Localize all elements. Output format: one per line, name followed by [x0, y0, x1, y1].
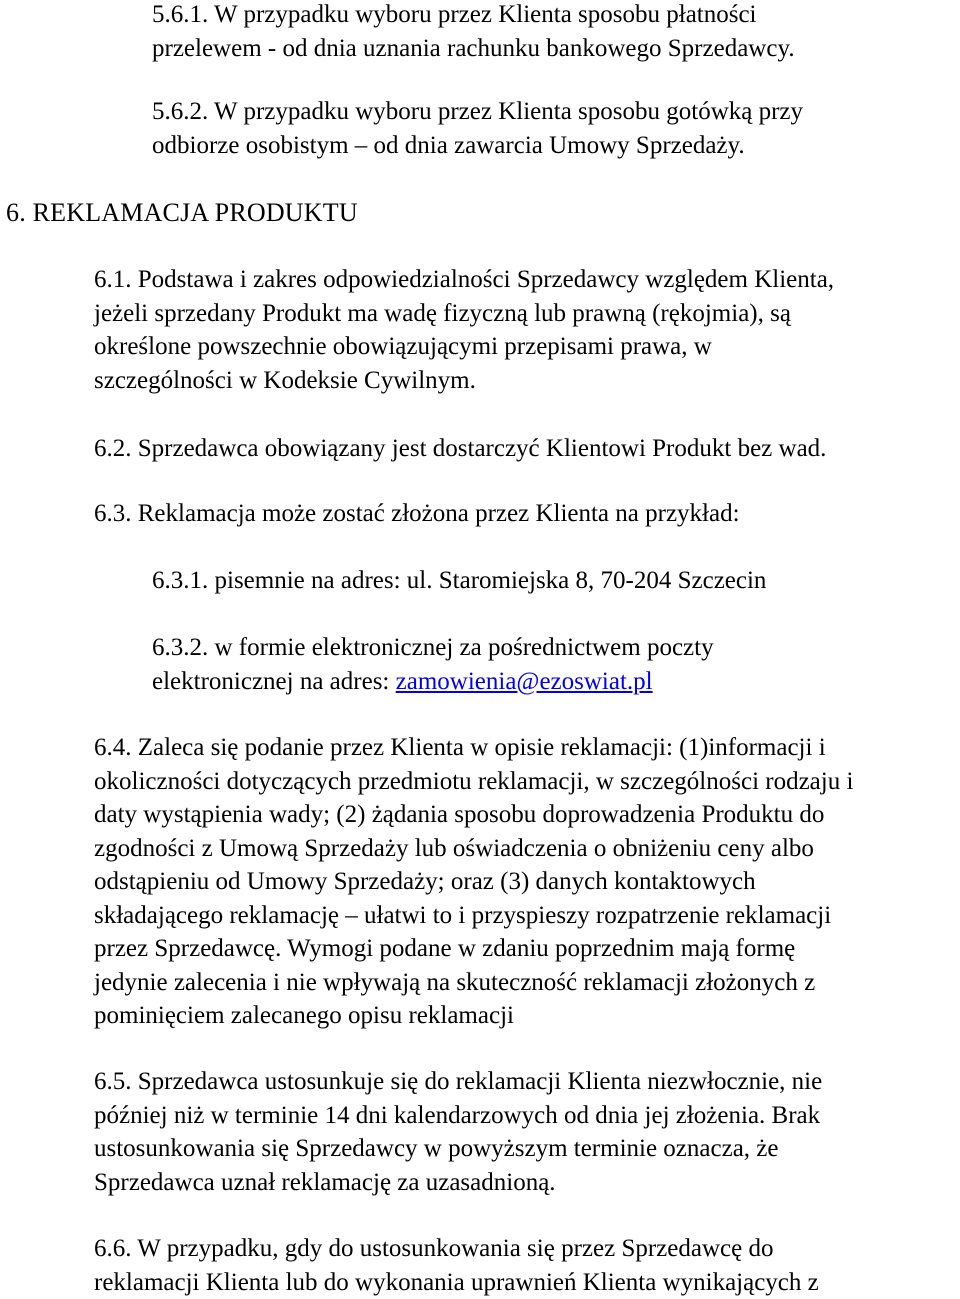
paragraph-6-4 — [94, 731, 853, 1033]
section-heading: 6. REKLAMACJA PRODUKTU — [6, 196, 358, 230]
paragraph-6-5 — [94, 1065, 822, 1199]
paragraph-line: jedynie zalecenia i nie wpływają na skuteczność reklamacji złożonych z — [94, 966, 853, 1000]
paragraph-line: odstąpieniu od Umowy Sprzedaży; oraz (3) danych kontaktowych — [94, 865, 853, 899]
paragraph-line: ustosunkowania się Sprzedawcy w powyższym terminie oznacza, że — [94, 1132, 822, 1166]
paragraph-6-6 — [94, 1232, 819, 1299]
paragraph-line: odbiorze osobistym – od dnia zawarcia Umowy Sprzedaży. — [152, 129, 803, 163]
paragraph-line: 6.3.2. w formie elektronicznej za pośrednictwem poczty — [152, 631, 714, 665]
paragraph-line: przez Sprzedawcę. Wymogi podane w zdaniu poprzednim mają formę — [94, 932, 853, 966]
paragraph-line: Sprzedawca uznał reklamację za uzasadnioną. — [94, 1166, 822, 1200]
paragraph-6-1 — [94, 263, 834, 397]
paragraph-line — [152, 665, 714, 699]
paragraph-line: okoliczności dotyczących przedmiotu reklamacji, w szczególności rodzaju i — [94, 765, 853, 799]
paragraph-line: składającego reklamację – ułatwi to i przyspieszy rozpatrzenie reklamacji — [94, 899, 853, 933]
paragraph-6-3 — [94, 497, 740, 531]
paragraph-line: 6.5. Sprzedawca ustosunkuje się do reklamacji Klienta niezwłocznie, nie — [94, 1065, 822, 1099]
paragraph-line: 6.4. Zaleca się podanie przez Klienta w opisie reklamacji: (1)informacji i — [94, 731, 853, 765]
paragraph-6-3-2 — [152, 631, 714, 698]
email-prefix: elektronicznej na adres: — [152, 668, 396, 695]
paragraph-5-6-2 — [152, 95, 803, 162]
paragraph-line: szczególności w Kodeksie Cywilnym. — [94, 364, 834, 398]
paragraph-line: daty wystąpienia wady; (2) żądania sposobu doprowadzenia Produktu do — [94, 798, 853, 832]
email-link[interactable]: zamowienia@ezoswiat.pl — [396, 668, 653, 695]
paragraph-5-6-1 — [152, 0, 795, 65]
paragraph-line: reklamacji Klienta lub do wykonania uprawnień Klienta wynikających z — [94, 1266, 819, 1299]
paragraph-line: określone powszechnie obowiązującymi przepisami prawa, w — [94, 330, 834, 364]
paragraph-line: później niż w terminie 14 dni kalendarzowych od dnia jej złożenia. Brak — [94, 1099, 822, 1133]
paragraph-line: 6.2. Sprzedawca obowiązany jest dostarczyć Klientowi Produkt bez wad. — [94, 432, 826, 466]
paragraph-line: 6.3. Reklamacja może zostać złożona przez Klienta na przykład: — [94, 497, 740, 531]
paragraph-line: 6.6. W przypadku, gdy do ustosunkowania się przez Sprzedawcę do — [94, 1232, 819, 1266]
paragraph-6-3-1 — [152, 564, 766, 598]
paragraph-6-2 — [94, 432, 826, 466]
paragraph-line: 6.1. Podstawa i zakres odpowiedzialności Sprzedawcy względem Klienta, — [94, 263, 834, 297]
paragraph-line: 5.6.1. W przypadku wyboru przez Klienta sposobu płatności — [152, 0, 795, 32]
paragraph-line: pominięciem zalecanego opisu reklamacji — [94, 999, 853, 1033]
paragraph-line: zgodności z Umową Sprzedaży lub oświadczenia o obniżeniu ceny albo — [94, 832, 853, 866]
paragraph-line: 6.3.1. pisemnie na adres: ul. Staromiejska 8, 70-204 Szczecin — [152, 564, 766, 598]
paragraph-line: jeżeli sprzedany Produkt ma wadę fizyczną lub prawną (rękojmia), są — [94, 297, 834, 331]
paragraph-line: 5.6.2. W przypadku wyboru przez Klienta sposobu gotówką przy — [152, 95, 803, 129]
paragraph-line: przelewem - od dnia uznania rachunku bankowego Sprzedawcy. — [152, 32, 795, 66]
